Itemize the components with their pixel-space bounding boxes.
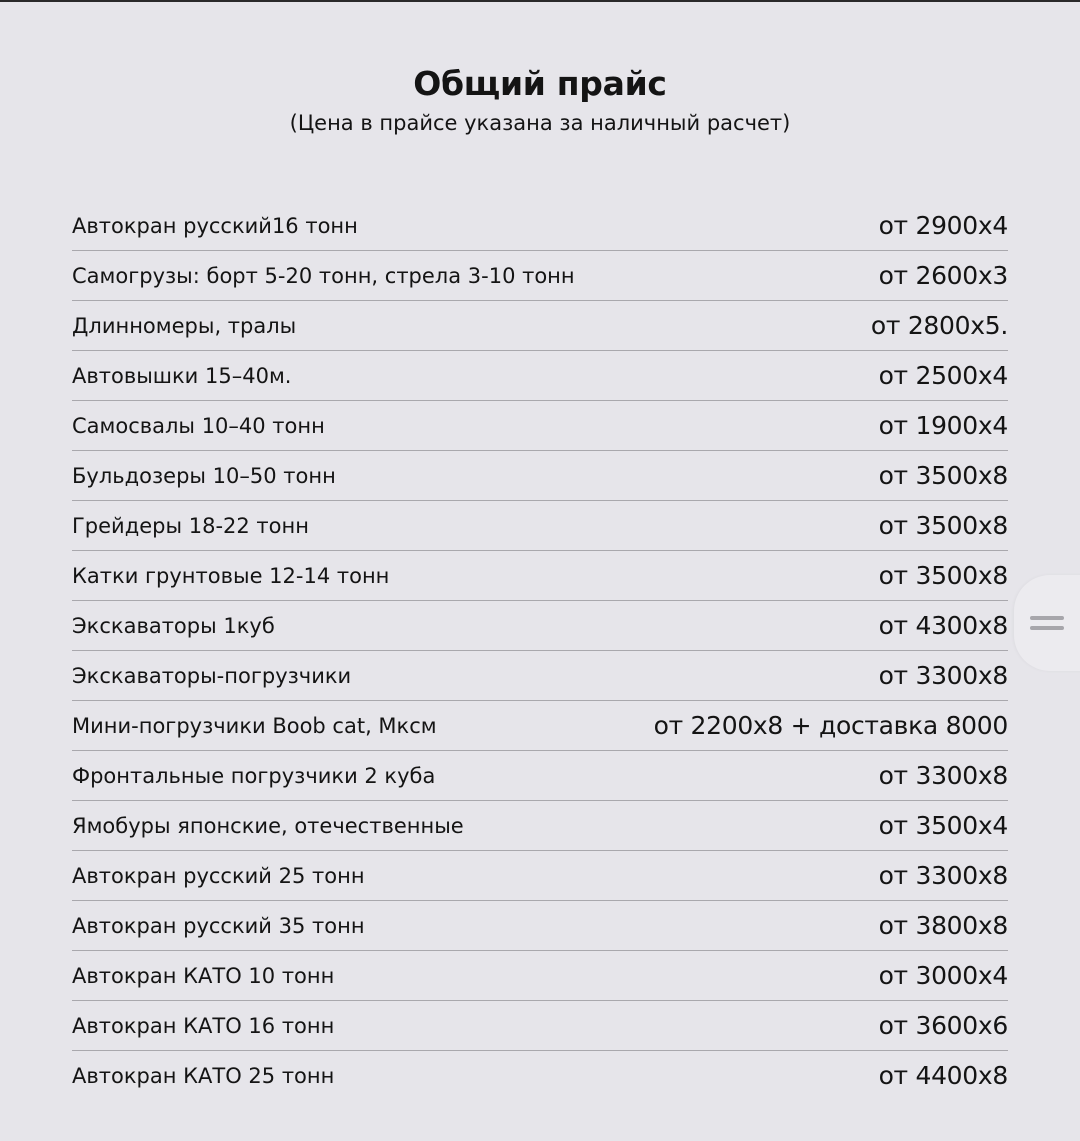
service-name: Ямобуры японские, отечественные xyxy=(72,813,464,838)
service-price: от 3500х8 xyxy=(878,560,1008,590)
service-price: от 3500х8 xyxy=(878,460,1008,490)
service-price: от 3000х4 xyxy=(878,960,1008,990)
price-row xyxy=(72,1001,1008,1051)
price-row xyxy=(72,851,1008,901)
service-name: Автокран КАТО 16 тонн xyxy=(72,1013,335,1038)
price-row xyxy=(72,951,1008,1001)
service-name: Автокран КАТО 10 тонн xyxy=(72,963,335,988)
service-name: Автокран русский 25 тонн xyxy=(72,863,365,888)
service-name: Длинномеры, тралы xyxy=(72,313,297,338)
price-row xyxy=(72,401,1008,451)
service-price: от 2800х5. xyxy=(870,310,1008,340)
price-row xyxy=(72,551,1008,601)
price-row xyxy=(72,201,1008,251)
side-menu-handle[interactable] xyxy=(1014,575,1080,671)
service-name: Самогрузы: борт 5-20 тонн, стрела 3-10 тонн xyxy=(72,263,575,288)
service-name: Автокран КАТО 25 тонн xyxy=(72,1064,335,1088)
service-price: от 4300х8 xyxy=(878,610,1008,640)
service-name: Автокран русский16 тонн xyxy=(72,213,358,238)
price-row xyxy=(72,751,1008,801)
service-name: Самосвалы 10–40 тонн xyxy=(72,413,325,438)
menu-handle-icon[interactable] xyxy=(1030,614,1064,632)
service-price: от 3600х6 xyxy=(878,1010,1008,1040)
price-row xyxy=(72,601,1008,651)
top-border xyxy=(0,0,1080,2)
service-price: от 3800х8 xyxy=(878,910,1008,940)
price-row xyxy=(72,501,1008,551)
service-price: от 2600х3 xyxy=(878,260,1008,290)
service-name: Катки грунтовые 12-14 тонн xyxy=(72,563,390,588)
price-row xyxy=(72,801,1008,851)
price-row xyxy=(72,1051,1008,1101)
service-price: от 1900х4 xyxy=(878,410,1008,440)
service-name: Экскаваторы-погрузчики xyxy=(72,663,352,688)
service-name: Автовышки 15–40м. xyxy=(72,363,292,388)
service-name: Мини-погрузчики Boob cat, Мксм xyxy=(72,713,437,738)
price-row xyxy=(72,901,1008,951)
price-row xyxy=(72,251,1008,301)
price-list xyxy=(72,201,1008,1101)
service-price: от 3300х8 xyxy=(878,760,1008,790)
service-name: Бульдозеры 10–50 тонн xyxy=(72,463,336,488)
price-row xyxy=(72,301,1008,351)
price-row xyxy=(72,451,1008,501)
service-price: от 3300х8 xyxy=(878,860,1008,890)
service-name: Автокран русский 35 тонн xyxy=(72,913,365,938)
price-row xyxy=(72,651,1008,701)
service-price: от 2200х8 + доставка 8000 xyxy=(653,710,1008,740)
price-row xyxy=(72,351,1008,401)
service-price: от 2900х4 xyxy=(878,210,1008,240)
service-name: Фронтальные погрузчики 2 куба xyxy=(72,763,436,788)
service-price: от 3300х8 xyxy=(878,660,1008,690)
page-subtitle: (Цена в прайсе указана за наличный расчет) xyxy=(289,111,791,135)
service-price: от 3500х8 xyxy=(878,510,1008,540)
price-row xyxy=(72,701,1008,751)
service-price: от 2500х4 xyxy=(878,360,1008,390)
service-price: от 4400х8 xyxy=(878,1061,1008,1090)
service-name: Экскаваторы 1куб xyxy=(72,613,275,638)
page-title: Общий прайс xyxy=(413,64,667,103)
service-name: Грейдеры 18-22 тонн xyxy=(72,513,309,538)
service-price: от 3500х4 xyxy=(878,810,1008,840)
